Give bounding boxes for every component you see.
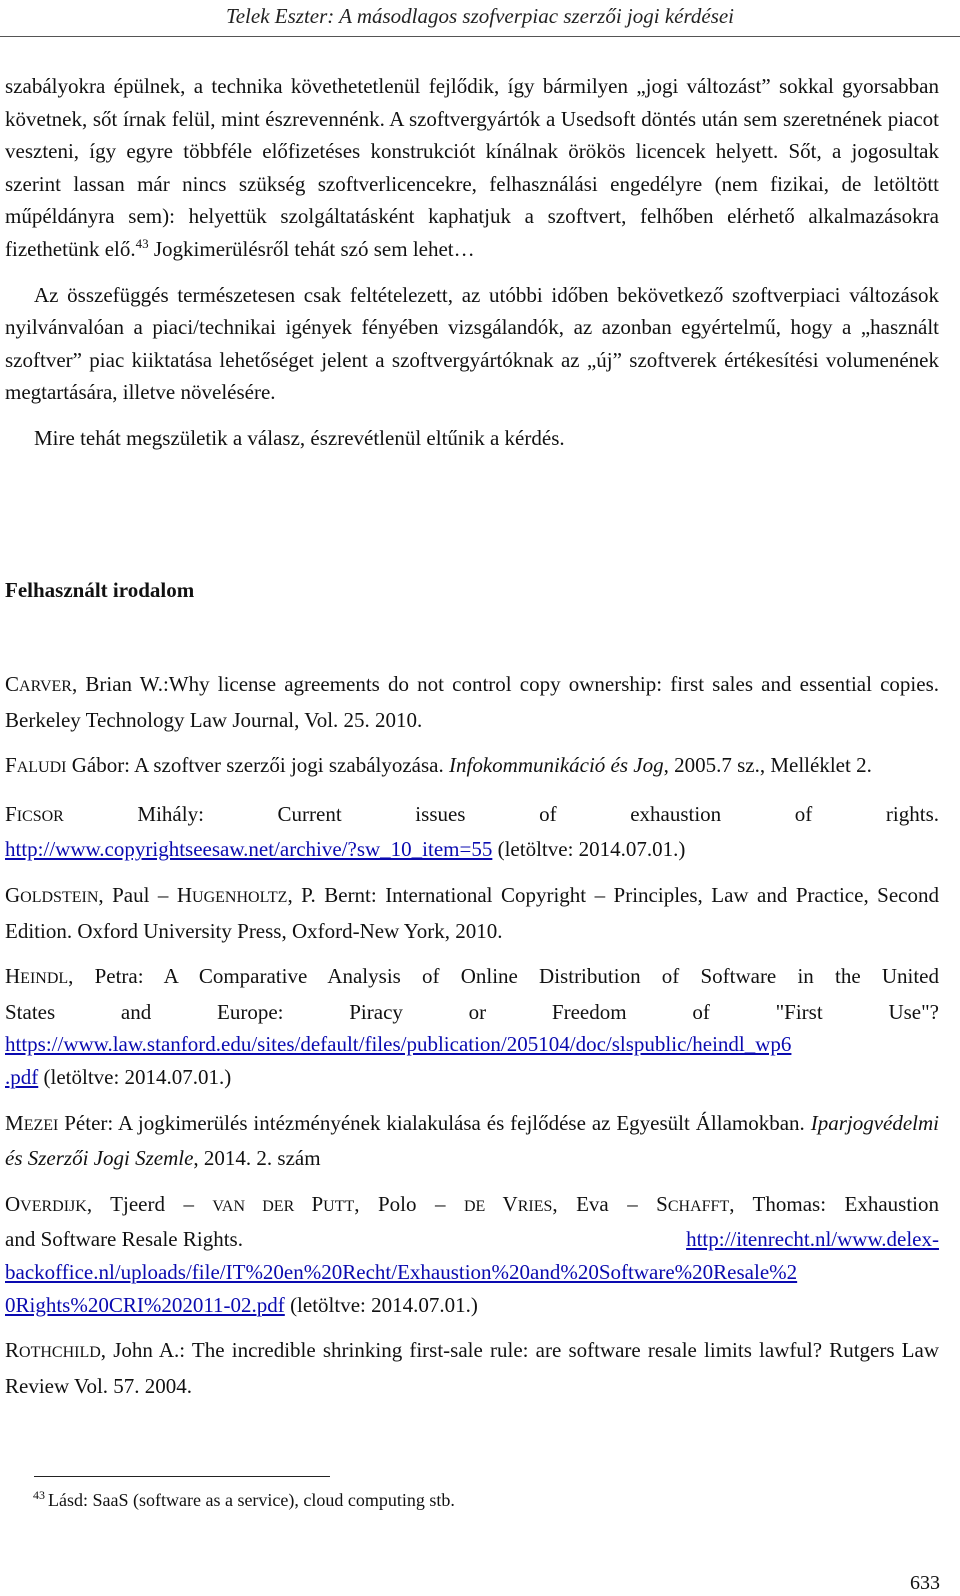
- header-divider: [0, 36, 960, 37]
- paragraph-1: [5, 70, 939, 266]
- paragraph-3: Mire tehát megszületik a válasz, észrevétlenül eltűnik a kérdés.: [34, 425, 565, 450]
- reference-item: ROTHCHILD, John A.: The incredible shrinking first-sale rule: are software resale limits lawful? Rutgers Law Review Vol. 57. 2004.: [5, 1338, 939, 1398]
- paragraph-2: Az összefüggés természetesen csak feltételezett, az utóbbi időben bekövetkező szoftverpiaci változások nyilvánvalóan a piaci/technikai igények fényében vizsgálandók, az azonban egyértelmű, hogy a „használt szoftver” piac kiiktatása lehetőséget jelent a szoftvergyártóknak az „új” szoftverek értékesítési volumenének megtartására, illetve növelésére.: [5, 282, 939, 405]
- section-title: Felhasznált irodalom: [5, 578, 195, 602]
- reference-item: CARVER, Brian W.:Why license agreements do not control copy ownership: first sales and essential copies. Berkeley Technology Law Journal, Vol. 25. 2010.: [5, 672, 939, 732]
- running-header: Telek Eszter: A másodlagos szofverpiac szerzői jogi kérdései: [225, 4, 735, 28]
- reference-link-continued[interactable]: 0Rights%20CRI%202011-02.pdf: [5, 1292, 285, 1317]
- reference-item: OVERDIJK, Tjeerd – VAN DER PUTT, Polo – DE VRIES, Eva – SCHAFFT, Thomas: Exhaustion and Software Resale Rights. http://itenrecht.nl/www.delex- backoffice.nl/uploads/file/IT%20en%20Recht/Exhaustion%20and%20Software%20Resale%2 0Rights%20CRI%202011-02.pdf (letöltve: 2014.07.01.): [5, 1191, 940, 1317]
- footnote-number: 43: [33, 1488, 45, 1502]
- footnote-divider: [34, 1476, 330, 1477]
- reference-link-continued[interactable]: backoffice.nl/uploads/file/IT%20en%20Recht/Exhaustion%20and%20Software%20Resale%2: [5, 1259, 798, 1284]
- reference-list: [5, 668, 939, 1415]
- reference-item: HEINDL, Petra: A Comparative Analysis of Online Distribution of Software in the United States and Europe: Piracy or Freedom of "First Use"? https://www.law.stanford.edu/sites/default/files/publication/205104/doc/slspublic/heindl_wp6 .pdf (letöltve: 2014.07.01.): [5, 964, 939, 1089]
- reference-link[interactable]: http://www.copyrightseesaw.net/archive/?sw_10_item=55: [5, 837, 493, 862]
- body-text: [5, 70, 939, 455]
- footnote-text: Lásd: SaaS (software as a service), cloud computing stb.: [48, 1490, 455, 1510]
- reference-link-continued[interactable]: .pdf: [5, 1064, 39, 1089]
- paragraph-1-text: szabályokra épülnek, a technika követhetetlenül fejlődik, így bármilyen „jogi változást” sokkal gyorsabban követnek, sőt írnak felül, mint észrevennénk. A szoftvergyártók a Usedsoft döntés után sem szeretnének piacot veszteni, így egyre többféle előfizetéses konstrukciót kínálnak örökös licencek helyett. Sőt, a jogosultak szerint lassan már nincs szükség szoftverlicencekre, felhasználási engedélyre (nem fizikai, de letöltött műpéldányra sem): helyettük szolgáltatásként kaphatjuk a szoftvert, felhőben elérhető alkalmazásokra fizethetünk elő.: [5, 74, 939, 261]
- footnote-reference[interactable]: 43: [135, 235, 149, 251]
- reference-item: MEZEI Péter: A jogkimerülés intézményének kialakulása és fejlődése az Egyesült Államokban. Iparjogvédelmi és Szerzői Jogi Szemle, 2014. 2. szám: [5, 1110, 939, 1171]
- reference-link[interactable]: https://www.law.stanford.edu/sites/default/files/publication/205104/doc/slspublic/heindl_wp6: [5, 1032, 792, 1057]
- reference-item: FICSOR Mihály: Current issues of exhaustion of rights. http://www.copyrightseesaw.net/archive/?sw_10_item=55 (letöltve: 2014.07.01.): [5, 801, 939, 862]
- reference-item: GOLDSTEIN, Paul – HUGENHOLTZ, P. Bernt: International Copyright – Principles, Law and Practice, Second Edition. Oxford University Press, Oxford-New York, 2010.: [5, 882, 939, 943]
- reference-item: FALUDI Gábor: A szoftver szerzői jogi szabályozása. Infokommunikáció és Jog, 2005.7 sz., Melléklet 2.: [5, 753, 872, 778]
- page-number: 633: [910, 1572, 940, 1594]
- reference-link[interactable]: http://itenrecht.nl/www.delex-: [686, 1227, 939, 1252]
- paragraph-1-tail: Jogkimerülésről tehát szó sem lehet…: [148, 236, 475, 261]
- footnote: [33, 1490, 455, 1511]
